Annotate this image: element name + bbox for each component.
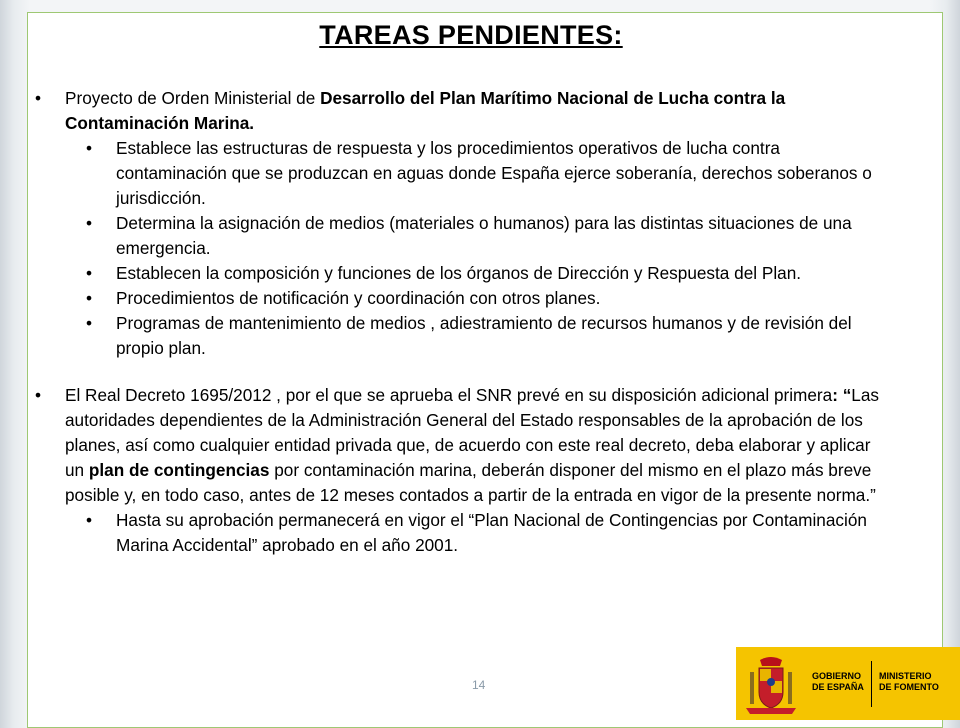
decreto-quote-open: : “	[832, 385, 852, 405]
bullet-marker: •	[86, 263, 93, 283]
decreto-quote-end: por contaminación marina, deberán disponer del mismo en el plazo más breve posible y, en todo caso, antes de 12 meses contados a partir de la entrada en vigor de la presente norma.”	[65, 460, 876, 505]
sub-bullet-text: Determina la asignación de medios (materiales o humanos) para las distintas situaciones de una emergencia.	[116, 213, 852, 258]
spacer	[0, 361, 960, 383]
bullet-marker: •	[86, 213, 93, 233]
slide-content	[0, 86, 960, 558]
sub-bullet-text: Establece las estructuras de respuesta y los procedimientos operativos de lucha contra contaminación que se produzcan en aguas donde España ejerce soberanía, derechos soberanos o jurisdicción.	[116, 138, 872, 208]
bullet-orden-ministerial	[35, 86, 880, 136]
bullet-marker: •	[86, 510, 93, 530]
coat-of-arms-icon	[746, 654, 796, 716]
orden-plan-title: Desarrollo del Plan Marítimo Nacional de Lucha contra la Contaminación Marina.	[65, 88, 786, 133]
sub-bullet-notificacion	[86, 286, 891, 311]
ministerio-line-2: DE FOMENTO	[879, 682, 939, 692]
decreto-quote-text: Las autoridades dependientes de la Administración General del Estado responsables de la aprobación de los planes, así como cualquier entidad privada que, de acuerdo con este real decreto, deba elaborar y aplicar un	[65, 385, 880, 480]
slide-title: TAREAS PENDIENTES:	[319, 20, 623, 50]
bullet-marker: •	[86, 138, 93, 158]
gobierno-line-2: DE ESPAÑA	[812, 682, 864, 692]
bullet-real-decreto	[35, 383, 880, 508]
ministerio-text	[879, 671, 939, 693]
sub-bullet-aprobacion	[86, 508, 891, 558]
sub-bullet-composicion	[86, 261, 891, 286]
decreto-plan-contingencias: plan de contingencias	[88, 460, 270, 480]
bullet-marker: •	[86, 288, 93, 308]
sub-bullet-estructuras	[86, 136, 891, 211]
page-number: 14	[472, 678, 486, 692]
ministerio-line-1: MINISTERIO	[879, 671, 932, 681]
sub-bullet-text: Hasta su aprobación permanecerá en vigor el “Plan Nacional de Contingencias por Contaminación Marina Accidental” aprobado en el año 2001.	[116, 510, 867, 555]
gobierno-logo	[736, 647, 960, 720]
sub-bullet-asignacion	[86, 211, 891, 261]
bullet-marker: •	[35, 88, 42, 108]
bullet-marker: •	[86, 313, 93, 333]
bullet-marker: •	[35, 385, 42, 405]
sub-bullet-programas	[86, 311, 891, 361]
gobierno-text	[812, 671, 864, 693]
sub-bullet-text: Programas de mantenimiento de medios , adiestramiento de recursos humanos y de revisión del propio plan.	[116, 313, 852, 358]
sub-bullet-text: Procedimientos de notificación y coordinación con otros planes.	[116, 288, 601, 308]
decreto-intro-text: El Real Decreto 1695/2012 , por el que se aprueba el SNR prevé en su disposición adicional primera	[65, 385, 833, 405]
orden-intro-text: Proyecto de Orden Ministerial de	[65, 88, 321, 108]
gobierno-line-1: GOBIERNO	[812, 671, 862, 681]
logo-divider	[871, 661, 872, 707]
sub-bullet-text: Establecen la composición y funciones de los órganos de Dirección y Respuesta del Plan.	[116, 263, 802, 283]
